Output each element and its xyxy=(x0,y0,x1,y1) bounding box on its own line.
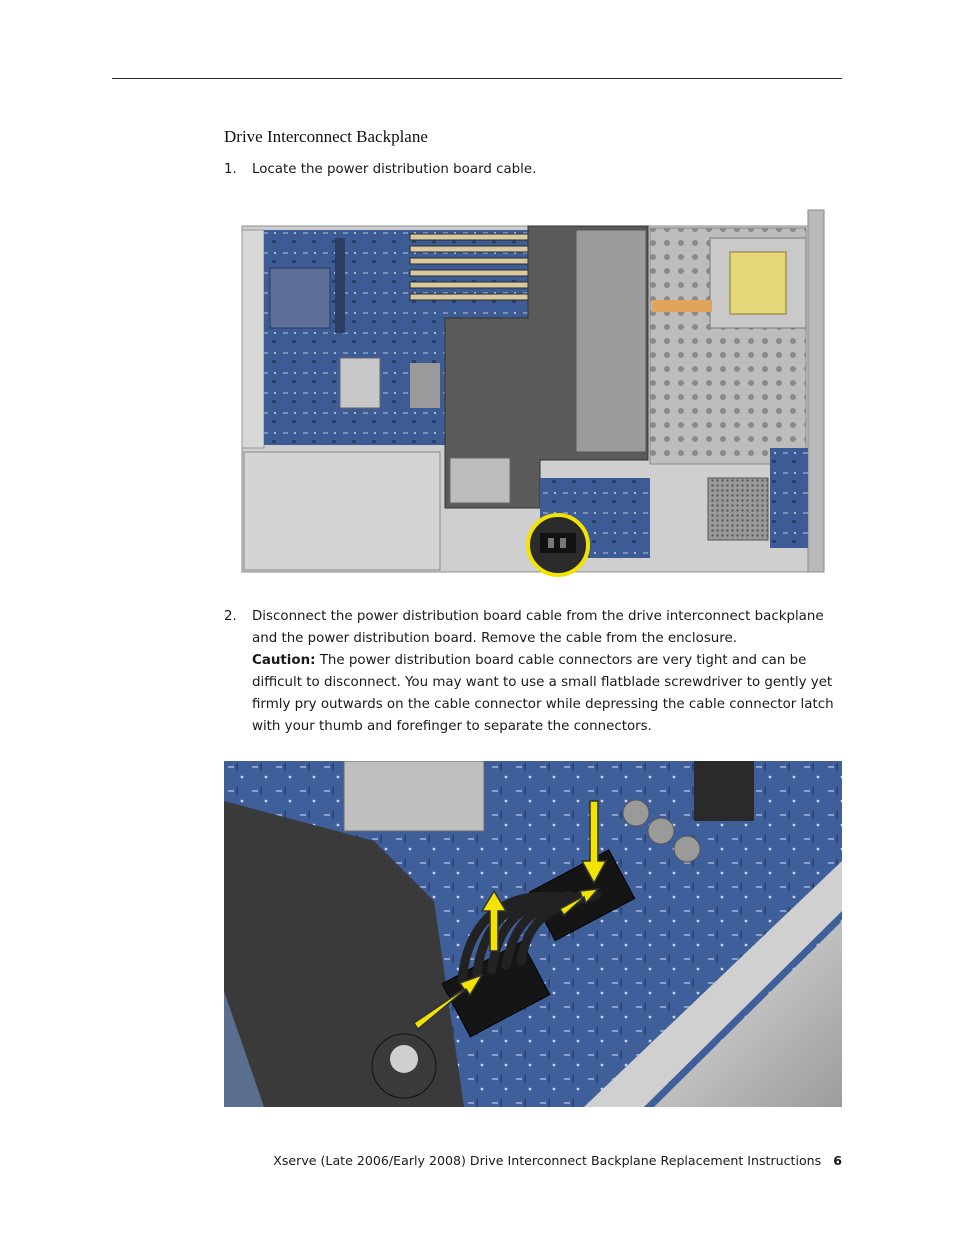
page-number: 6 xyxy=(833,1153,842,1168)
step-number: 2. xyxy=(224,609,237,624)
enclosure-top-view-photo xyxy=(240,208,830,578)
header-rule xyxy=(112,78,842,79)
caution-text: The power distribution board cable connectors are very tight and can be difficult to disconnect. You may want to use a small flatblade screwdriver to gently yet firmly pry outwards on the cable connector while depressing the cable connector latch with your thumb and forefinger to separate the connectors. xyxy=(252,653,834,734)
step-body xyxy=(252,606,844,738)
section-title: Drive Interconnect Backplane xyxy=(224,127,428,146)
step-number: 1. xyxy=(224,162,237,177)
footer-title: Xserve (Late 2006/Early 2008) Drive Interconnect Backplane Replacement Instructions xyxy=(273,1153,822,1168)
caution-label: Caution: xyxy=(252,653,316,668)
cable-connector-closeup-photo xyxy=(224,761,842,1107)
step-text: Disconnect the power distribution board cable from the drive interconnect backplane and the power distribution board. Remove the cable from the enclosure. xyxy=(252,609,824,646)
step-text: Locate the power distribution board cable. xyxy=(252,162,537,177)
page-footer xyxy=(200,1153,842,1168)
